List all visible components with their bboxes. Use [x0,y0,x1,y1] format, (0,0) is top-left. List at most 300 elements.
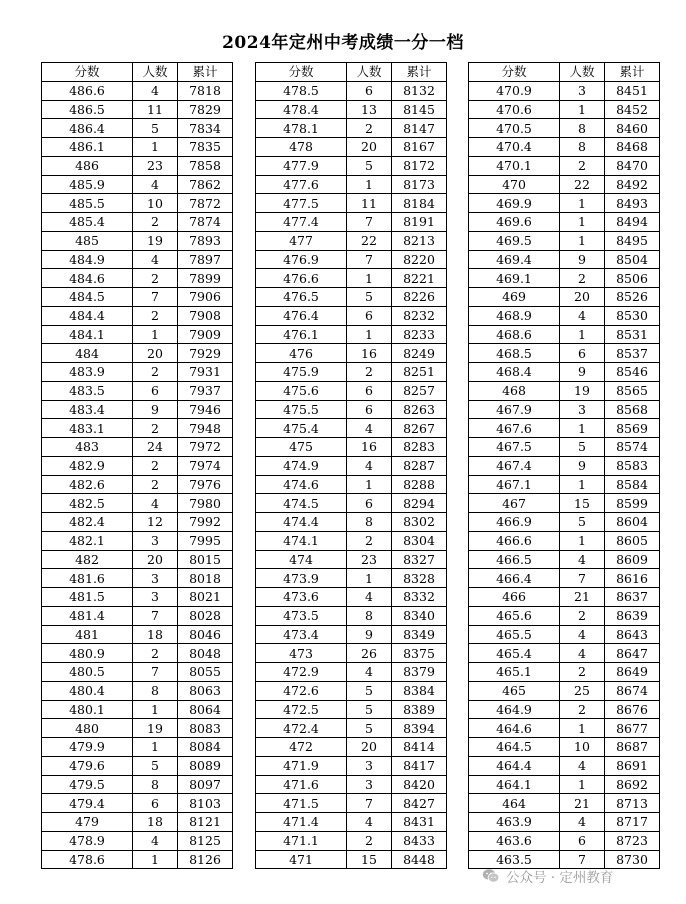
count-cell: 1 [560,475,605,494]
score-cell: 483.9 [42,363,133,382]
count-cell: 5 [560,438,605,457]
count-cell: 1 [347,569,392,588]
table-row [256,344,447,363]
table-row [256,194,447,213]
cumulative-cell: 8583 [605,456,660,475]
score-cell: 470.5 [469,119,560,138]
score-cell: 475.5 [256,400,347,419]
count-cell: 1 [133,138,178,157]
score-cell: 463.6 [469,831,560,850]
score-cell: 481.4 [42,606,133,625]
table-row [256,400,447,419]
score-cell: 485.9 [42,175,133,194]
score-cell: 478.4 [256,100,347,119]
count-cell: 3 [347,756,392,775]
count-cell: 3 [133,588,178,607]
count-cell: 3 [560,400,605,419]
cumulative-cell: 8692 [605,775,660,794]
count-cell: 16 [347,344,392,363]
count-cell: 4 [347,663,392,682]
count-cell: 4 [133,81,178,100]
score-cell: 464.9 [469,700,560,719]
cumulative-cell: 7899 [178,269,233,288]
header-cumulative: 累计 [605,63,660,82]
count-cell: 6 [347,381,392,400]
count-cell: 2 [133,419,178,438]
count-cell: 9 [347,625,392,644]
score-cell: 465.4 [469,644,560,663]
score-cell: 464.1 [469,775,560,794]
score-cell: 479 [42,813,133,832]
cumulative-cell: 7992 [178,513,233,532]
score-cell: 472.6 [256,681,347,700]
score-cell: 467.1 [469,475,560,494]
score-cell: 468.5 [469,344,560,363]
count-cell: 6 [347,81,392,100]
count-cell: 10 [133,194,178,213]
table-row [42,475,233,494]
score-cell: 481.5 [42,588,133,607]
table-row [42,550,233,569]
score-cell: 474.4 [256,513,347,532]
score-cell: 472.4 [256,719,347,738]
score-cell: 477.9 [256,156,347,175]
table-row [256,531,447,550]
cumulative-cell: 8251 [392,363,447,382]
cumulative-cell: 8468 [605,138,660,157]
count-cell: 4 [560,644,605,663]
score-cell: 475.4 [256,419,347,438]
cumulative-cell: 8283 [392,438,447,457]
cumulative-cell: 8420 [392,775,447,794]
count-cell: 4 [133,831,178,850]
count-cell: 5 [347,700,392,719]
cumulative-cell: 8304 [392,531,447,550]
cumulative-cell: 8713 [605,794,660,813]
score-cell: 480.4 [42,681,133,700]
count-cell: 1 [560,194,605,213]
score-cell: 466.4 [469,569,560,588]
count-cell: 6 [560,344,605,363]
count-cell: 19 [133,719,178,738]
table-row [469,531,660,550]
table-row [42,588,233,607]
score-cell: 485.4 [42,213,133,232]
cumulative-cell: 8375 [392,644,447,663]
cumulative-cell: 7906 [178,288,233,307]
cumulative-cell: 8639 [605,606,660,625]
count-cell: 1 [347,325,392,344]
table-row [469,231,660,250]
count-cell: 10 [560,738,605,757]
cumulative-cell: 7972 [178,438,233,457]
score-cell: 478.1 [256,119,347,138]
table-row [42,625,233,644]
table-row [42,456,233,475]
cumulative-cell: 8172 [392,156,447,175]
score-cell: 480.5 [42,663,133,682]
table-row [256,419,447,438]
cumulative-cell: 7893 [178,231,233,250]
cumulative-cell: 8184 [392,194,447,213]
count-cell: 2 [347,119,392,138]
count-cell: 4 [560,625,605,644]
header-count: 人数 [347,63,392,82]
table-row [42,531,233,550]
score-cell: 486 [42,156,133,175]
count-cell: 2 [133,269,178,288]
count-cell: 26 [347,644,392,663]
table-row [256,306,447,325]
cumulative-cell: 8389 [392,700,447,719]
header-score: 分数 [42,63,133,82]
count-cell: 2 [560,269,605,288]
count-cell: 6 [133,381,178,400]
count-cell: 21 [560,794,605,813]
score-cell: 482.1 [42,531,133,550]
cumulative-cell: 8064 [178,700,233,719]
count-cell: 1 [560,213,605,232]
count-cell: 4 [347,456,392,475]
cumulative-cell: 8452 [605,100,660,119]
count-cell: 5 [347,681,392,700]
cumulative-cell: 7937 [178,381,233,400]
cumulative-cell: 8349 [392,625,447,644]
cumulative-cell: 8021 [178,588,233,607]
table-row [469,775,660,794]
table-row [42,756,233,775]
table-row [42,138,233,157]
cumulative-cell: 8647 [605,644,660,663]
score-cell: 484.4 [42,306,133,325]
table-row [42,569,233,588]
count-cell: 4 [560,306,605,325]
count-cell: 22 [347,231,392,250]
count-cell: 21 [560,588,605,607]
cumulative-cell: 8637 [605,588,660,607]
count-cell: 4 [133,250,178,269]
table-row [42,400,233,419]
cumulative-cell: 8677 [605,719,660,738]
count-cell: 13 [347,100,392,119]
count-cell: 7 [347,213,392,232]
count-cell: 20 [347,738,392,757]
header-count: 人数 [560,63,605,82]
table-row [42,344,233,363]
count-cell: 2 [133,306,178,325]
score-cell: 471 [256,850,347,869]
table-row [469,138,660,157]
table-row [256,738,447,757]
cumulative-cell: 7818 [178,81,233,100]
table-row [256,81,447,100]
score-cell: 473.5 [256,606,347,625]
score-cell: 475 [256,438,347,457]
count-cell: 1 [560,775,605,794]
count-cell: 2 [347,831,392,850]
cumulative-cell: 8605 [605,531,660,550]
table-row [256,213,447,232]
table-row [256,381,447,400]
count-cell: 5 [133,119,178,138]
table-row [256,569,447,588]
cumulative-cell: 8470 [605,156,660,175]
cumulative-cell: 8132 [392,81,447,100]
cumulative-cell: 8048 [178,644,233,663]
cumulative-cell: 8046 [178,625,233,644]
cumulative-cell: 8568 [605,400,660,419]
score-cell: 484.6 [42,269,133,288]
count-cell: 15 [560,494,605,513]
table-row [42,606,233,625]
cumulative-cell: 7909 [178,325,233,344]
table-row [469,475,660,494]
score-cell: 465.5 [469,625,560,644]
cumulative-cell: 8431 [392,813,447,832]
table-row [469,381,660,400]
table-row [256,588,447,607]
table-row [256,513,447,532]
score-cell: 469.9 [469,194,560,213]
table-row [469,288,660,307]
count-cell: 6 [347,400,392,419]
cumulative-cell: 7929 [178,344,233,363]
header-cumulative: 累计 [392,63,447,82]
score-cell: 486.6 [42,81,133,100]
table-row [42,700,233,719]
table-row [42,288,233,307]
count-cell: 12 [133,513,178,532]
count-cell: 8 [347,606,392,625]
cumulative-cell: 8730 [605,850,660,869]
count-cell: 4 [133,175,178,194]
count-cell: 22 [560,175,605,194]
cumulative-cell: 8028 [178,606,233,625]
cumulative-cell: 8145 [392,100,447,119]
score-cell: 479.9 [42,738,133,757]
score-cell: 479.5 [42,775,133,794]
cumulative-cell: 8084 [178,738,233,757]
count-cell: 19 [560,381,605,400]
cumulative-cell: 8526 [605,288,660,307]
cumulative-cell: 8332 [392,588,447,607]
count-cell: 15 [347,850,392,869]
score-cell: 479.4 [42,794,133,813]
cumulative-cell: 8294 [392,494,447,513]
cumulative-cell: 8417 [392,756,447,775]
table-row [256,269,447,288]
score-cell: 477.5 [256,194,347,213]
score-cell: 474 [256,550,347,569]
score-cell: 465.1 [469,663,560,682]
table-row [256,288,447,307]
cumulative-cell: 7974 [178,456,233,475]
cumulative-cell: 8616 [605,569,660,588]
table-row [256,606,447,625]
table-row [42,850,233,869]
table-row [469,700,660,719]
count-cell: 8 [133,681,178,700]
cumulative-cell: 8233 [392,325,447,344]
count-cell: 1 [560,531,605,550]
cumulative-cell: 8643 [605,625,660,644]
cumulative-cell: 8504 [605,250,660,269]
count-cell: 4 [347,588,392,607]
count-cell: 1 [347,269,392,288]
score-cell: 464.4 [469,756,560,775]
score-cell: 474.1 [256,531,347,550]
count-cell: 20 [133,344,178,363]
table-row [256,475,447,494]
count-cell: 1 [560,719,605,738]
score-cell: 477 [256,231,347,250]
table-row [469,438,660,457]
count-cell: 7 [347,250,392,269]
table-row [42,325,233,344]
cumulative-cell: 8340 [392,606,447,625]
count-cell: 1 [133,738,178,757]
cumulative-cell: 8691 [605,756,660,775]
score-cell: 483 [42,438,133,457]
table-row [256,756,447,775]
count-cell: 20 [347,138,392,157]
score-cell: 466.9 [469,513,560,532]
cumulative-cell: 8687 [605,738,660,757]
table-row [42,175,233,194]
count-cell: 9 [133,400,178,419]
count-cell: 23 [133,156,178,175]
score-cell: 464 [469,794,560,813]
table-row [256,456,447,475]
table-row [42,81,233,100]
count-cell: 8 [560,138,605,157]
header-score: 分数 [469,63,560,82]
table-row [42,775,233,794]
cumulative-cell: 8506 [605,269,660,288]
count-cell: 1 [560,419,605,438]
cumulative-cell: 8384 [392,681,447,700]
table-row [42,794,233,813]
cumulative-cell: 8427 [392,794,447,813]
score-cell: 485 [42,231,133,250]
cumulative-cell: 7872 [178,194,233,213]
score-cell: 464.5 [469,738,560,757]
count-cell: 20 [133,550,178,569]
score-cell: 468.9 [469,306,560,325]
count-cell: 3 [133,569,178,588]
score-cell: 464.6 [469,719,560,738]
table-row [42,419,233,438]
table-row [256,794,447,813]
cumulative-cell: 8288 [392,475,447,494]
count-cell: 2 [133,363,178,382]
score-cell: 474.9 [256,456,347,475]
cumulative-cell: 8433 [392,831,447,850]
table-row [42,231,233,250]
table-row [42,438,233,457]
score-cell: 471.1 [256,831,347,850]
cumulative-cell: 8173 [392,175,447,194]
count-cell: 1 [133,700,178,719]
score-cell: 469.6 [469,213,560,232]
cumulative-cell: 8126 [178,850,233,869]
score-cell: 482.6 [42,475,133,494]
count-cell: 6 [560,831,605,850]
table-row [256,681,447,700]
cumulative-cell: 7862 [178,175,233,194]
score-cell: 474.6 [256,475,347,494]
score-table-2 [255,62,447,869]
score-cell: 474.5 [256,494,347,513]
count-cell: 3 [347,775,392,794]
cumulative-cell: 7897 [178,250,233,269]
score-table-1 [41,62,233,869]
table-row [469,419,660,438]
count-cell: 4 [133,494,178,513]
table-row [469,119,660,138]
count-cell: 23 [347,550,392,569]
count-cell: 5 [133,756,178,775]
cumulative-cell: 7976 [178,475,233,494]
cumulative-cell: 8055 [178,663,233,682]
count-cell: 5 [347,719,392,738]
score-cell: 466.5 [469,550,560,569]
table-row [256,138,447,157]
cumulative-cell: 8147 [392,119,447,138]
count-cell: 6 [347,494,392,513]
score-cell: 486.4 [42,119,133,138]
count-cell: 2 [133,475,178,494]
score-cell: 484.5 [42,288,133,307]
cumulative-cell: 8328 [392,569,447,588]
count-cell: 2 [560,606,605,625]
score-cell: 467.6 [469,419,560,438]
table-row [42,269,233,288]
score-cell: 476.4 [256,306,347,325]
score-cell: 465 [469,681,560,700]
score-cell: 476.9 [256,250,347,269]
score-cell: 470.4 [469,138,560,157]
header-cumulative: 累计 [178,63,233,82]
score-cell: 486.5 [42,100,133,119]
table-row [469,513,660,532]
cumulative-cell: 8125 [178,831,233,850]
count-cell: 1 [347,475,392,494]
table-row [469,606,660,625]
page-title: 2024年定州中考成绩一分一档 [222,33,464,53]
table-row [469,550,660,569]
table-row [469,400,660,419]
table-row [469,663,660,682]
count-cell: 7 [560,569,605,588]
score-cell: 480.1 [42,700,133,719]
cumulative-cell: 8015 [178,550,233,569]
count-cell: 3 [560,81,605,100]
score-cell: 483.1 [42,419,133,438]
score-cell: 467.5 [469,438,560,457]
table-row [469,588,660,607]
count-cell: 2 [133,644,178,663]
table-row [256,700,447,719]
count-cell: 7 [560,850,605,869]
table-row [256,175,447,194]
score-cell: 469.4 [469,250,560,269]
cumulative-cell: 8063 [178,681,233,700]
count-cell: 9 [560,456,605,475]
count-cell: 7 [133,288,178,307]
cumulative-cell: 8584 [605,475,660,494]
score-cell: 468.4 [469,363,560,382]
